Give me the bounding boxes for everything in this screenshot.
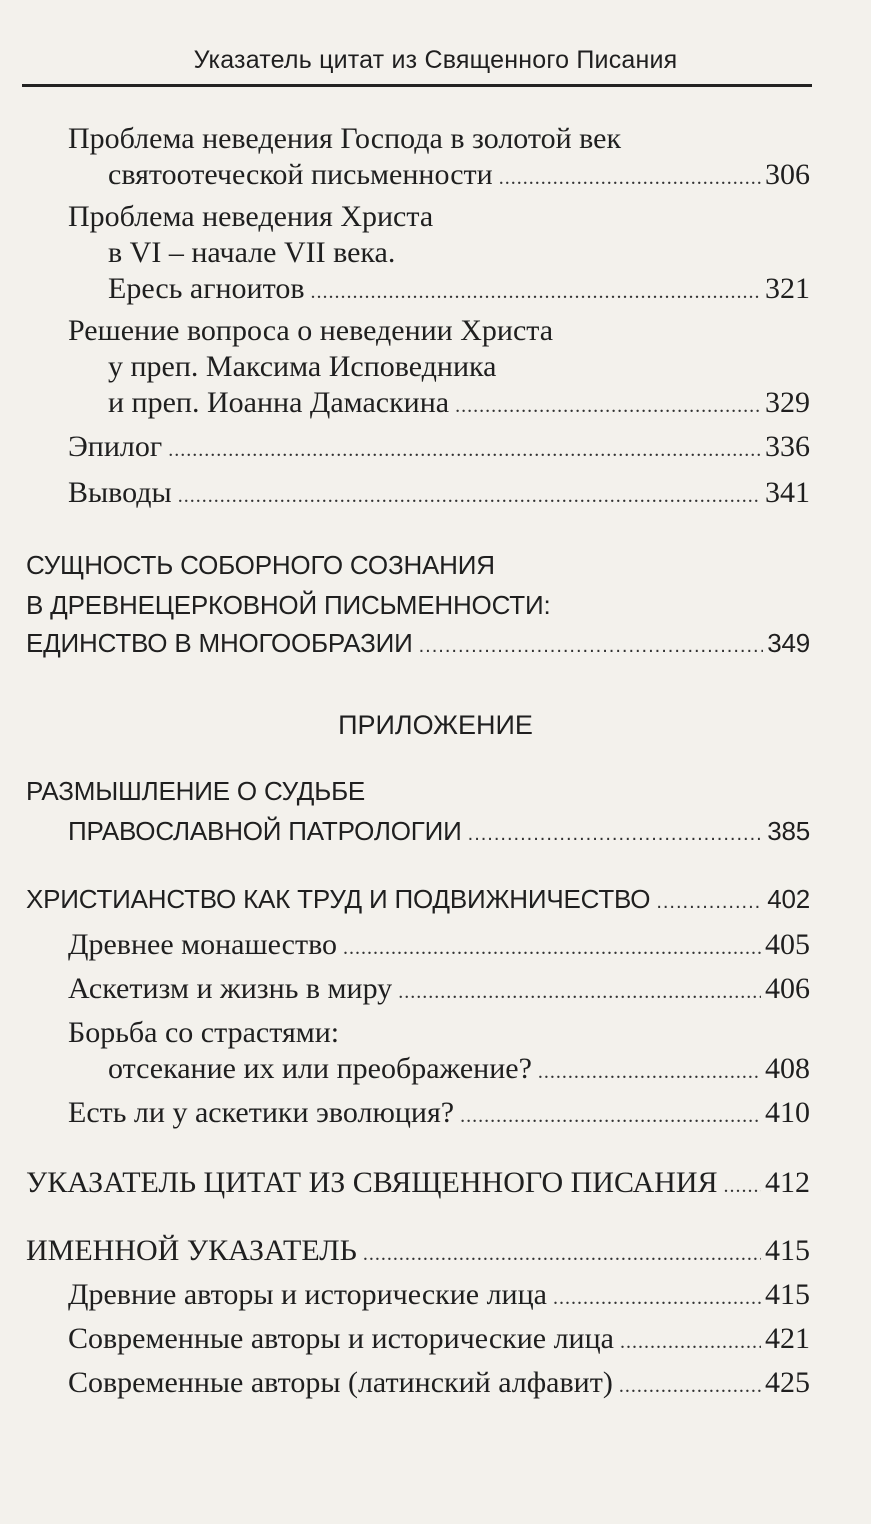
toc-entry-text: у преп. Максима Исповедника (108, 350, 497, 383)
toc-entry-text: святоотеческой письменности (108, 158, 493, 191)
toc-entry-text: РАЗМЫШЛЕНИЕ О СУДЬБЕ (26, 776, 366, 806)
toc-entry-line-with-page[interactable] (108, 386, 810, 420)
toc-entry-line-with-page[interactable] (108, 158, 810, 192)
toc-entry-line-with-page[interactable] (26, 1234, 810, 1268)
toc-entry-line-with-page[interactable] (68, 816, 810, 847)
toc-entry-text: Древние авторы и исторические лица (68, 1278, 547, 1311)
running-header: Указатель цитат из Священного Писания (193, 46, 678, 74)
toc-entry-line-with-page[interactable] (26, 628, 810, 659)
page-number: 329 (765, 386, 810, 419)
page-number: 341 (765, 476, 810, 509)
toc-entry-text: ХРИСТИАНСТВО КАК ТРУД И ПОДВИЖНИЧЕСТВО (26, 884, 651, 914)
dot-leader (311, 281, 762, 304)
toc-entry-text: Борьба со страстями: (68, 1016, 340, 1049)
toc-entry-text: ПРАВОСЛАВНОЙ ПАТРОЛОГИИ (68, 816, 462, 846)
toc-entry-text: Современные авторы (латинский алфавит) (68, 1366, 613, 1399)
toc-entry-text: Эпилог (68, 430, 163, 463)
toc-entry-line-with-page[interactable] (68, 1366, 810, 1400)
toc-entry-text: ЕДИНСТВО В МНОГООБРАЗИИ (26, 628, 413, 658)
toc-entry-text: ИМЕННОЙ УКАЗАТЕЛЬ (26, 1234, 357, 1267)
toc-entry-line (68, 200, 433, 234)
page-number: 402 (767, 884, 810, 914)
dot-leader (553, 1287, 761, 1310)
toc-entry-text: Есть ли у аскетики эволюция? (68, 1096, 455, 1129)
page-number: 405 (765, 928, 810, 961)
appendix-heading: ПРИЛОЖЕНИЕ (338, 710, 533, 740)
toc-entry-line (68, 314, 553, 348)
page-number: 306 (765, 158, 810, 191)
dot-leader (620, 1331, 761, 1354)
toc-entry-text: в VI – начале VII века. (108, 236, 396, 269)
toc-entry-line (26, 550, 495, 581)
page-number: 336 (765, 430, 810, 463)
toc-entry-text: Аскетизм и жизнь в миру (68, 972, 393, 1005)
page-number: 385 (767, 816, 810, 846)
toc-entry-text: Древнее монашество (68, 928, 338, 961)
dot-leader (168, 439, 761, 462)
dot-leader (499, 167, 761, 190)
header-rule (22, 84, 812, 87)
toc-entry-line-with-page[interactable] (68, 972, 810, 1006)
page-number: 406 (765, 972, 810, 1005)
page-number: 415 (765, 1278, 810, 1311)
page-number: 415 (765, 1234, 810, 1267)
toc-entry-line-with-page[interactable] (68, 1322, 810, 1356)
toc-entry-line (68, 122, 621, 156)
dot-leader (656, 891, 763, 914)
dot-leader (724, 1175, 762, 1198)
page-number: 408 (765, 1052, 810, 1085)
dot-leader (468, 823, 764, 846)
dot-leader (460, 1105, 761, 1128)
toc-entry-line-with-page[interactable] (68, 430, 810, 464)
toc-entry-line-with-page[interactable] (68, 928, 810, 962)
dot-leader (619, 1375, 761, 1398)
dot-leader (343, 937, 761, 960)
dot-leader (363, 1243, 761, 1266)
page-number: 410 (765, 1096, 810, 1129)
toc-entry-line-with-page[interactable] (68, 476, 810, 510)
page-number: 425 (765, 1366, 810, 1399)
toc-entry-line (108, 236, 395, 270)
toc-entry-line-with-page[interactable] (108, 272, 810, 306)
toc-entry-line-with-page[interactable] (68, 1278, 810, 1312)
page-number: 321 (765, 272, 810, 305)
dot-leader (455, 395, 761, 418)
toc-entry-text: Решение вопроса о неведении Христа (68, 314, 554, 347)
toc-entry-line (108, 350, 496, 384)
toc-entry-line (26, 590, 551, 621)
toc-entry-text: Проблема неведения Господа в золотой век (68, 122, 622, 155)
toc-entry-text: УКАЗАТЕЛЬ ЦИТАТ ИЗ СВЯЩЕННОГО ПИСАНИЯ (26, 1166, 718, 1199)
toc-entry-line-with-page[interactable] (26, 884, 810, 915)
toc-entry-line (68, 1016, 339, 1050)
toc-entry-line-with-page[interactable] (108, 1052, 810, 1086)
dot-leader (419, 635, 764, 658)
dot-leader (398, 981, 761, 1004)
toc-entry-text: Выводы (68, 476, 172, 509)
toc-entry-text: и преп. Иоанна Дамаскина (108, 386, 450, 419)
toc-entry-text: Ересь агноитов (108, 272, 305, 305)
toc-entry-line-with-page[interactable] (26, 1166, 810, 1200)
page-number: 349 (767, 628, 810, 658)
dot-leader (178, 485, 761, 508)
toc-entry-text: Проблема неведения Христа (68, 200, 434, 233)
page-number: 421 (765, 1322, 810, 1355)
toc-entry-line (26, 776, 365, 807)
dot-leader (538, 1061, 761, 1084)
toc-entry-text: СУЩНОСТЬ СОБОРНОГО СОЗНАНИЯ (26, 550, 495, 580)
page-number: 412 (765, 1166, 810, 1199)
toc-entry-text: отсекание их или преображение? (108, 1052, 532, 1085)
toc-entry-text: Современные авторы и исторические лица (68, 1322, 614, 1355)
toc-entry-text: В ДРЕВНЕЦЕРКОВНОЙ ПИСЬМЕННОСТИ: (26, 590, 551, 620)
toc-entry-line-with-page[interactable] (68, 1096, 810, 1130)
